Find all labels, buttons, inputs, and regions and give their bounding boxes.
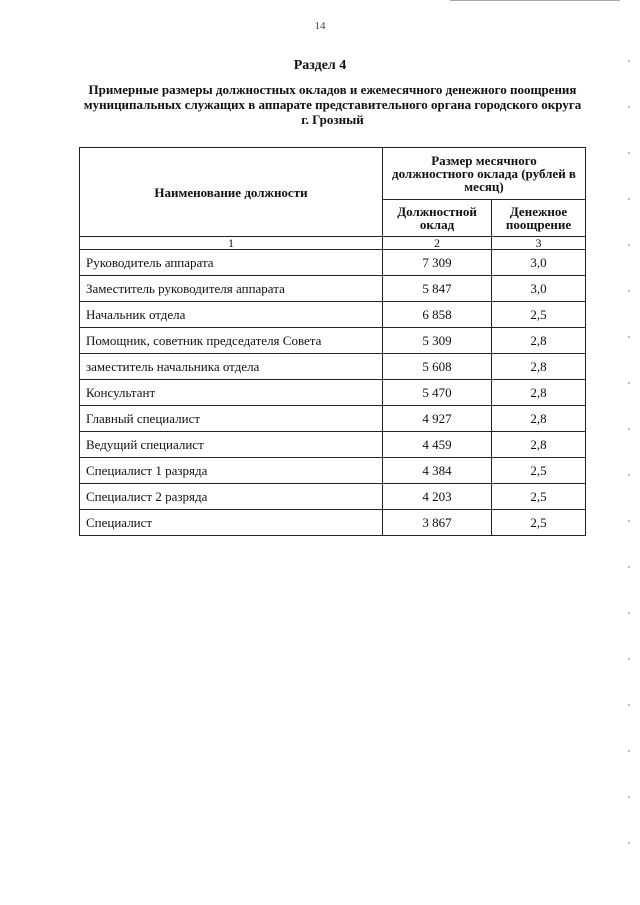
table-row <box>80 354 586 380</box>
column-header-salary: Должностной оклад <box>383 200 492 237</box>
column-number-cell: 2 <box>383 237 492 250</box>
header-row <box>80 148 586 200</box>
position-name: Главный специалист <box>80 406 383 432</box>
table-row <box>80 458 586 484</box>
position-name: Специалист 2 разряда <box>80 484 383 510</box>
bonus-value: 2,8 <box>492 406 586 432</box>
position-name: Ведущий специалист <box>80 432 383 458</box>
column-number-cell: 3 <box>492 237 586 250</box>
position-name: Консультант <box>80 380 383 406</box>
column-number-row <box>80 237 586 250</box>
bonus-value: 2,8 <box>492 354 586 380</box>
table-row <box>80 406 586 432</box>
salary-value: 4 384 <box>383 458 492 484</box>
bonus-value: 2,8 <box>492 380 586 406</box>
bonus-value: 2,5 <box>492 484 586 510</box>
table-row <box>80 328 586 354</box>
salary-value: 3 867 <box>383 510 492 536</box>
table-row <box>80 432 586 458</box>
table-row <box>80 250 586 276</box>
table-row <box>80 510 586 536</box>
column-header-bonus: Денежное поощрение <box>492 200 586 237</box>
salary-value: 4 203 <box>383 484 492 510</box>
column-number-cell: 1 <box>80 237 383 250</box>
bonus-value: 2,5 <box>492 302 586 328</box>
top-rule <box>450 0 620 1</box>
position-name: Начальник отдела <box>80 302 383 328</box>
bonus-value: 3,0 <box>492 250 586 276</box>
position-name: заместитель начальника отдела <box>80 354 383 380</box>
salary-value: 5 608 <box>383 354 492 380</box>
table-row <box>80 484 586 510</box>
section-title: Раздел 4 <box>293 58 347 73</box>
table-row <box>80 276 586 302</box>
salary-value: 5 847 <box>383 276 492 302</box>
bonus-value: 2,5 <box>492 510 586 536</box>
salary-table <box>79 147 586 536</box>
position-name: Помощник, советник председателя Совета <box>80 328 383 354</box>
position-name: Специалист <box>80 510 383 536</box>
document-heading: Примерные размеры должностных окладов и ежемесячного денежного поощрения муниципальных служащих в аппарате представительного органа городского округа г. Грозный <box>83 82 582 127</box>
salary-value: 5 470 <box>383 380 492 406</box>
position-name: Руководитель аппарата <box>80 250 383 276</box>
bonus-value: 2,5 <box>492 458 586 484</box>
bonus-value: 2,8 <box>492 432 586 458</box>
table-row <box>80 380 586 406</box>
column-header-group-salary: Размер месячного должностного оклада (рублей в месяц) <box>383 148 586 200</box>
bonus-value: 3,0 <box>492 276 586 302</box>
salary-value: 4 459 <box>383 432 492 458</box>
page-number: 14 <box>314 20 326 32</box>
position-name: Заместитель руководителя аппарата <box>80 276 383 302</box>
position-name: Специалист 1 разряда <box>80 458 383 484</box>
salary-value: 7 309 <box>383 250 492 276</box>
bonus-value: 2,8 <box>492 328 586 354</box>
table-body <box>80 250 586 536</box>
salary-value: 5 309 <box>383 328 492 354</box>
column-header-position: Наименование должности <box>80 148 383 237</box>
salary-value: 6 858 <box>383 302 492 328</box>
table-row <box>80 302 586 328</box>
salary-value: 4 927 <box>383 406 492 432</box>
margin-dots <box>628 60 630 850</box>
